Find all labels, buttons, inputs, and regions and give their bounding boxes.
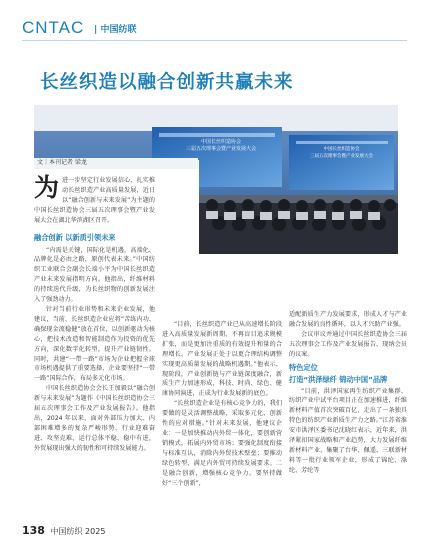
byline: 文｜本刊记者 梁龙: [37, 159, 87, 166]
col1-paragraph-1: “内需是关键，国际化是机遇，高端化、品牌化是必由之路，原创代表未来。”中国纺织工业联合会副会长端小平为中国长丝织造产业未来发展指明方向。他指出，纤维材料的持续迭代升级，为长丝织物的创新发展注入了强劲动力。: [34, 246, 155, 304]
banner-line-1: 中国长丝织造协会: [200, 139, 241, 145]
col2-paragraph-2: “长丝织造企业是有核心竞争力的，我们要做的是灵活调整战略，采取多元化、创新性的应对措施。”针对未来发展，他建议企业：一是加快推动内外贸一体化，要创新营销模式，拓展内外贸市场；要强化制度衔接与标准互认，消除内外贸技术壁垒；要推动绿色转型，满足内外贸可持续发展要求。二是融合创新，增强核心竞争力。要坚持做好“三个创新”，: [162, 400, 282, 487]
banner-side-line-1: 中国长丝织造协会: [323, 147, 360, 152]
section-name: 中国纺联: [100, 25, 137, 35]
section-label: [94, 22, 136, 35]
col1-paragraph-3: 中国长丝织造协会会长王加毅以“融合创新与未来发展”为题作《中国长丝织造协会三届五次理事会工作及产业发展报告》。他指出，2024 年以来，面对外部压力加大、内部困难增多的复杂严峻形势，行业迎难奋进、攻坚克难，运行总体平稳、稳中有进，外贸展现出强大的韧性和可持续发展能力。: [34, 385, 155, 452]
banner-text-main: [176, 139, 266, 153]
banner-text-side: [299, 147, 384, 160]
column-2: [162, 320, 282, 488]
header-separator: |: [94, 25, 98, 35]
col2-paragraph-1: “目前，长丝织造产业已从高速增长阶段进入高质量发展新周期，不再盲目追求规模扩张，而是更加注重质的有效提升和量的合理增长，产业发展正处于以更合理结构调整实现更高质量发展的战略机遇期。”他表示，现阶段，产业创新链与产业链深度融合，新质生产力加速形成，科技、时尚、绿色、健康协同演进，正成为行业发展新的底色。: [162, 321, 282, 398]
column-1: [34, 173, 155, 454]
col3-paragraph-2: 会议审议并通过中国长丝织造协会三届五次理事会工作及产业发展报告、现纳会员的议案。: [289, 330, 407, 358]
brand-logo: CNTAC: [22, 18, 85, 37]
col3-paragraph-3: “目前，洪泽国家再生纺织产业集群、纺织产业中试平台项目正在加速推进，纤维新材料产值首次突破百亿，走出了一条独具特色的纺织产业新质生产力之路。”江苏省淮安市洪泽区委书记沈晓红表示，近年来，洪泽紧扣国家战略和产业趋势，大力发展纤维新材料产业，集聚了台华、佩遥、三联新材料等一批行业领军企业，形成了锦纶、涤纶、芳纶等: [289, 387, 407, 474]
intro-paragraph: 进一步坚定行业发展信心，扎实推动长丝织造产业高质量发展，近日以“融合创新与未来发展”为主题的中国长丝织造协会三届五次理事会暨产业发展大会在湖北华滨湖区召开。: [34, 177, 155, 224]
page-number: 138: [22, 524, 45, 537]
subhead-brand: 打造“洪泽绿纤 锦动中国”品牌: [289, 374, 388, 384]
subhead-innovation: 融合创新 以新质引领未来: [34, 232, 116, 242]
magazine-issue: 中国纺织 2025: [50, 527, 106, 536]
banner-line-2: 三届五次理事会暨产业发展大会: [185, 146, 256, 152]
col1-paragraph-2: 针对当前行业形势和未来企业发展，他建议，当前，长丝织造企业应将“苦练内功、确保现金流稳健”放在首位，以创新驱动为核心，把技术改造和智能制造作为投资的优先方向，深化数字化转型，提升产业链韧性。同时，共建“一带一路”市场为企业把握全球市场机遇提供了重要选择，企业要坚持“一带一路”国际合作，布局多元化市场。: [34, 305, 155, 383]
header-divider: [22, 40, 407, 41]
article-title: 长丝织造以融合创新共赢未来: [40, 72, 294, 93]
page-header: [22, 18, 407, 38]
banner-side-line-2: 三届五次理事会暨产业发展大会: [310, 153, 373, 159]
subhead-positioning: 特色定位: [289, 362, 318, 372]
column-3: [289, 310, 407, 476]
col3-paragraph-1: 适配新质生产力发展要求，形成人才与产业融合发展的良性循环，以人才兴助产业强。: [289, 311, 407, 328]
page-footer: [22, 524, 105, 537]
drop-cap: 为: [34, 173, 60, 202]
